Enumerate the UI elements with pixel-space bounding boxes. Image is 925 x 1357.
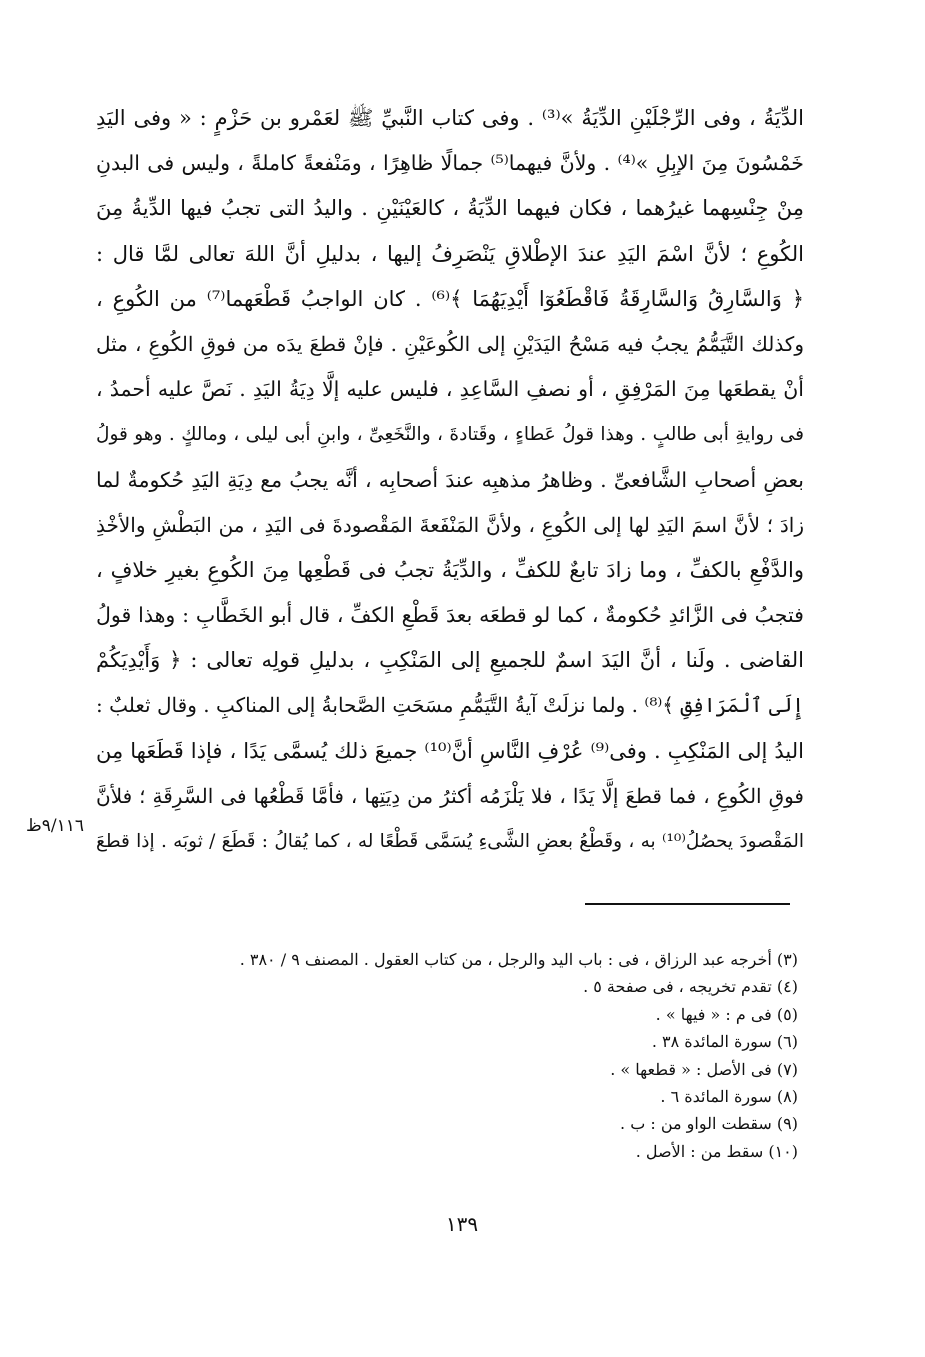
text-line: بعضِ أصحابِ الشَّافعىِّ . وظاهرُ مذهبِه عندَ أصحابِه ، أنَّه يجبُ مع دِيَةِ اليَدِ حُكومةٌ لما bbox=[96, 467, 804, 492]
footnote-separator bbox=[585, 903, 790, 905]
text-line: الكُوعِ ؛ لأنَّ اسْمَ اليَدِ عندَ الإطْلاقِ يَنْصَرِفُ إليها ، بدليلِ أنَّ اللهَ تعالى لمَّا قال : bbox=[96, 241, 804, 266]
text-line: مِنْ جِنْسِهما غيرُهما ، فكان فيهما الدِّيَةُ ، كالعَيْنَيْنِ . واليدُ التى تجبُ فيها الدِّيةُ مِنَ bbox=[96, 196, 804, 221]
footnote-item: (٧) فى الأصل : « قطعها » . bbox=[610, 1059, 798, 1079]
text-line: أنْ يقطعَها مِنَ المَرْفِقِ ، أو نصفِ السَّاعِدِ ، فليس عليه إلَّا دِيَةُ اليَدِ . نَصَّ عليه أحمدُ ، bbox=[96, 377, 804, 402]
text-line: المَقْصودَ يحصُلُ⁽¹⁰⁾ به ، وقَطْعُ بعضِ الشَّىءِ يُسَمَّى قَطْعًا له ، كما يُقالُ : قَطَعَ / ثوبَه . إذا قطعَ bbox=[96, 831, 804, 852]
text-line: اليدُ إلى المَنْكِبِ . وفى⁽⁹⁾ عُرْفِ النَّاسِ أنَّ⁽¹⁰⁾ جميعَ ذلك يُسمَّى يَدًا ، فإذا قَطَعَها مِن bbox=[96, 738, 804, 763]
text-line: خَمْسُونَ مِنَ الإبِلِ »⁽⁴⁾ . ولأنَّ فيهما⁽⁵⁾ جمالًا ظاهِرًا ، ومَنْفعةً كاملةً ، وليس فى البدنِ bbox=[96, 151, 804, 176]
footnote-item: (٥) فى م : « فيها » . bbox=[655, 1004, 798, 1024]
margin-folio-note: ٩/١١٦ظ bbox=[26, 816, 84, 836]
text-line: فتجبُ فى الزَّائدِ حُكومةٌ ، كما لو قطعَه بعدَ قَطْعِ الكفِّ ، قال أبو الخَطَّابِ : وهذا قولُ bbox=[96, 603, 804, 628]
page-number: ١٣٩ bbox=[445, 1212, 479, 1236]
footnote-item: (٤) تقدم تخريجه ، فى صفحة ٥ . bbox=[583, 977, 798, 997]
text-line: زادَ ؛ لأنَّ اسمَ اليَدِ لها إلى الكُوعِ ، ولأنَّ المَنْفَعةَ المَقْصودةَ فى اليَدِ ، من البَطْشِ والأخْذِ bbox=[96, 512, 804, 537]
text-line: وكذلك التَّيَمُّمُ يجبُ فيه مَسْحُ اليَدَيْنِ إلى الكُوعَيْنِ . فإنْ قطعَ يدَه من فوقِ الكُوعِ ، مثل bbox=[96, 331, 804, 356]
text-line: فوقِ الكُوعِ ، فما قطعَ إلَّا يَدًا ، فلا يَلْزَمُه أكثرُ من دِيَتِها ، فأمَّا قَطْعُها فى السَّرِقَةِ ؛ فلأنَّ bbox=[96, 783, 804, 808]
footnote-item: (٩) سقطت الواو من : ب . bbox=[620, 1114, 798, 1134]
text-line: الدِّيَةُ ، وفى الرِّجْلَيْنِ الدِّيَةُ »⁽³⁾ . وفى كتاب النَّبيِّ ﷺ لعَمْرو بن حَزْمٍ : « وفى اليَدِ bbox=[96, 106, 804, 130]
footnotes bbox=[200, 946, 798, 1165]
footnote-item: (٦) سورة المائدة ٣٨ . bbox=[651, 1032, 798, 1052]
footnote-item: (١٠) سقط من : الأصل . bbox=[635, 1141, 798, 1161]
footnote-item: (٣) أخرجه عبد الرزاق ، فى : باب اليد والرجل ، من كتاب العقول . المصنف ٩ / ٣٨٠ . bbox=[239, 950, 798, 969]
text-line: القاضى . ولَنا ، أنَّ اليَدَ اسمٌ للجميعِ إلى المَنْكِبِ ، بدليلِ قولِه تعالى : ﴿ وَأَيْدِيَكُمْ bbox=[96, 648, 804, 673]
text-line: فى روايةِ أبى طالبٍ . وهذا قولُ عَطاءٍ ، وقَتادةَ ، والنَّخَعِىِّ ، وابنِ أبى ليلى ، ومالكٍ . وهو قولُ bbox=[96, 424, 804, 446]
text-line: والدَّفْعِ بالكفِّ ، وما زادَ تابعٌ للكفِّ ، والدِّيَةُ تجبُ فى قَطْعِها مِنَ الكُوعِ بغيرِ خلافٍ ، bbox=[96, 557, 804, 582]
main-text bbox=[96, 96, 804, 864]
text-line: إِلَى ٱلْمَرَافِقِ ﴾⁽⁸⁾ . ولما نزلَتْ آيةُ التَّيَمُّمِ مسَحَتِ الصَّحابةُ إلى المناكبِ . وقال ثعلبٌ : bbox=[96, 693, 804, 718]
footnote-item: (٨) سورة المائدة ٦ . bbox=[660, 1086, 798, 1106]
text-line: ﴿ وَالسَّارِقُ وَالسَّارِقَةُ فَاقْطَعُوٓا أَيْدِيَهُمَا ﴾⁽⁶⁾ . كان الواجبُ قَطْعَهما⁽⁷⁾ من الكُوعِ ، bbox=[96, 286, 804, 311]
